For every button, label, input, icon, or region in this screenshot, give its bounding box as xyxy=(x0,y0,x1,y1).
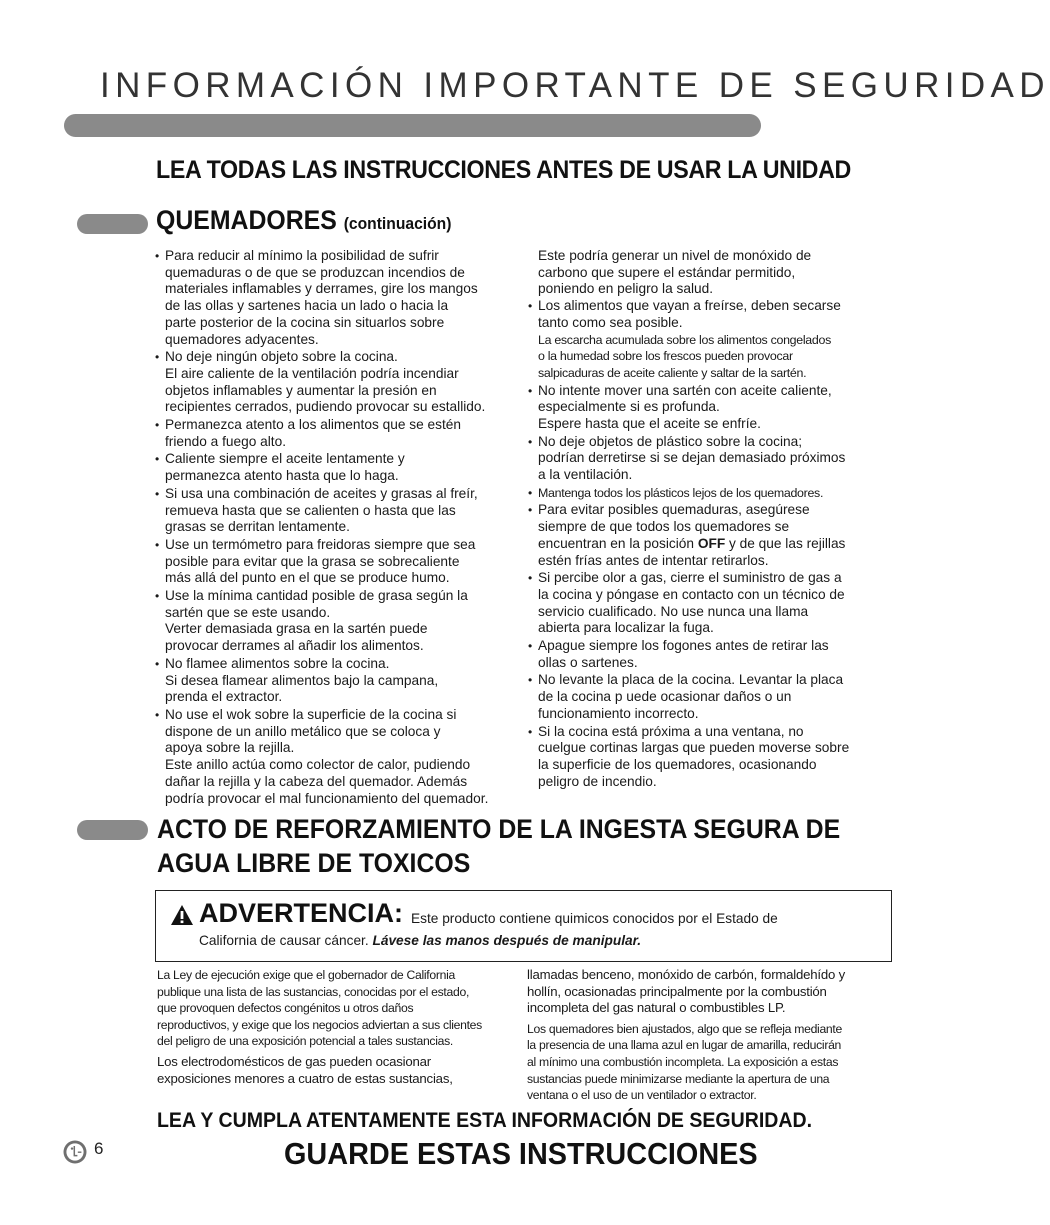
burners-section-title xyxy=(156,205,451,236)
list-item: • Los alimentos que vayan a freírse, deben secarse tanto como sea posible. La escarcha acumulada sobre los alimentos congelados o la humedad sobre los frescos pueden provocar salpicaduras de aceite caliente y saltar de la sartén. xyxy=(528,298,883,382)
lg-logo-icon xyxy=(63,1140,87,1164)
section-marker xyxy=(77,820,148,840)
read-and-follow-heading: LEA Y CUMPLA ATENTAMENTE ESTA INFORMACIÓN DE SEGURIDAD. xyxy=(157,1109,812,1132)
warning-text-line1: Este producto contiene quimicos conocidos por el Estado de xyxy=(411,911,778,926)
page-title: INFORMACIÓN IMPORTANTE DE SEGURIDAD xyxy=(100,66,1050,105)
list-item: • No deje objetos de plástico sobre la cocina; podrían derretirse si se dejan demasiado próximos a la ventilación. xyxy=(528,434,883,484)
list-item: • Apague siempre los fogones antes de retirar las ollas o sartenes. xyxy=(528,638,883,671)
list-item: • Mantenga todos los plásticos lejos de los quemadores. xyxy=(528,485,883,502)
read-all-instructions-heading: LEA TODAS LAS INSTRUCCIONES ANTES DE USAR LA UNIDAD xyxy=(156,156,851,184)
paragraph: llamadas benceno, monóxido de carbón, formaldehído y hollín, ocasionadas principalmente por la combustión incompleta del gas natural o combustibles LP. xyxy=(527,967,846,1016)
off-position-label: OFF xyxy=(697,535,726,551)
list-item: • No flamee alimentos sobre la cocina. Si desea flamear alimentos bajo la campana, prenda el extractor. xyxy=(155,656,520,706)
list-item: • Caliente siempre el aceite lentamente y permanezca atento hasta que lo haga. xyxy=(155,451,520,484)
warning-emphasis: Lávese las manos después de manipular. xyxy=(372,933,642,948)
list-item: • No use el wok sobre la superficie de la cocina si dispone de un anillo metálico que se coloca y apoya sobre la rejilla. Este anillo actúa como colector de calor, pudiendo dañar la rejilla y la cabeza del quemador. Además podría provocar el mal funcionamiento del quemador. xyxy=(155,707,520,807)
burners-column-left xyxy=(155,248,520,808)
warning-label: ADVERTENCIA: xyxy=(199,898,404,928)
warning-text-line2: California de causar cáncer. Lávese las manos después de manipular. xyxy=(199,933,642,948)
list-item: • Si usa una combinación de aceites y grasas al freír, remueva hasta que se calienten o hasta que las grasas se derritan lentamente. xyxy=(155,486,520,536)
toxics-column-left xyxy=(157,967,512,1091)
list-item: • No intente mover una sartén con aceite caliente, especialmente si es profunda. Espere hasta que el aceite se enfríe. xyxy=(528,383,883,433)
paragraph: Los electrodomésticos de gas pueden ocasionar exposiciones menores a cuatro de estas sustancias, xyxy=(157,1053,453,1086)
section-marker xyxy=(77,214,148,234)
continuation-label: (continuación) xyxy=(343,214,452,233)
continued-paragraph: Este podría generar un nivel de monóxido de carbono que supere el estándar permitido, poniendo en peligro la salud. xyxy=(538,248,812,297)
burners-title: QUEMADORES xyxy=(156,205,337,235)
page-number: 6 xyxy=(94,1139,104,1158)
burners-column-right xyxy=(528,248,883,791)
list-item: • No levante la placa de la cocina. Levantar la placa de la cocina p uede ocasionar daños o un funcionamiento incorrecto. xyxy=(528,672,883,722)
list-item: • Si percibe olor a gas, cierre el suministro de gas a la cocina y póngase en contacto con un técnico de servicio cualificado. No use nunca una llama abierta para localizar la fuga. xyxy=(528,570,883,637)
toxics-section-title: ACTO DE REFORZAMIENTO DE LA INGESTA SEGURA DE AGUA LIBRE DE TOXICOS xyxy=(157,814,841,878)
save-instructions-heading: GUARDE ESTAS INSTRUCCIONES xyxy=(284,1136,758,1171)
list-item: • Para reducir al mínimo la posibilidad de sufrir quemaduras o de que se produzcan incendios de materiales inflamables y derrames, gire los mangos de las ollas y sartenes hacia un lado o hacia la parte posterior de la cocina sin situarlos sobre quemadores adyacentes. xyxy=(155,248,520,348)
paragraph: La Ley de ejecución exige que el gobernador de California publique una lista de las sustancias, conocidas por el estado, que provoquen defectos congénitos u otros daños reproductivos, y exige que los negocios adviertan a sus clientes del peligro de una exposición potencial a tales sustancias. xyxy=(157,968,482,1049)
list-item: • Para evitar posibles quemaduras, asegúrese siempre de que todos los quemadores se encuentran en la posición OFF y de que las rejillas estén frías antes de intentar retirarlos. xyxy=(528,502,883,569)
toxics-column-right xyxy=(527,967,882,1108)
list-item: • Use la mínima cantidad posible de grasa según la sartén que se este usando. Verter demasiada grasa en la sartén puede provocar derrames al añadir los alimentos. xyxy=(155,588,520,655)
warning-triangle-icon xyxy=(170,904,194,926)
paragraph: Los quemadores bien ajustados, algo que se refleja mediante la presencia de una llama azul en lugar de amarilla, reducirán al mínimo una combustión incompleta. La exposición a estas sustancias puede minimizarse mediante la apertura de una ventana o el uso de un ventilador o extractor. xyxy=(527,1021,842,1103)
list-item: • Use un termómetro para freidoras siempre que sea posible para evitar que la grasa se sobrecaliente más allá del punto en el que se produce humo. xyxy=(155,537,520,587)
title-bar xyxy=(64,114,761,137)
list-item: • Permanezca atento a los alimentos que se estén friendo a fuego alto. xyxy=(155,417,520,450)
list-item: • No deje ningún objeto sobre la cocina. El aire caliente de la ventilación podría incendiar objetos inflamables y aumentar la presión en recipientes cerrados, pudiendo provocar su estallido. xyxy=(155,349,520,416)
list-item: • Si la cocina está próxima a una ventana, no cuelgue cortinas largas que pueden moverse sobre la superficie de los quemadores, ocasionando peligro de incendio. xyxy=(528,724,883,791)
